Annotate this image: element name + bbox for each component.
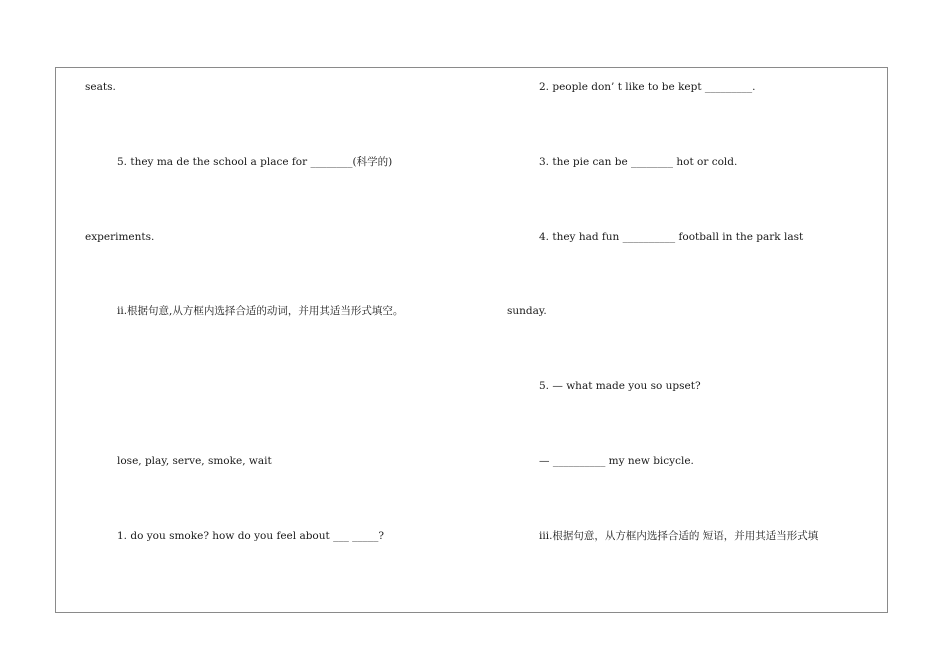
word-box-verbs: lose, play, serve, smoke, wait (117, 455, 272, 467)
text-line-sunday: sunday. (507, 305, 547, 317)
question-3-pie: 3. the pie can be ________ hot or cold. (539, 156, 738, 168)
question-5-scientific: 5. they ma de the school a place for ________(科学的) (117, 156, 393, 168)
text-line-experiments: experiments. (85, 231, 155, 243)
question-5-upset: 5. — what made you so upset? (539, 380, 701, 392)
section-iii-instruction: ⅲ.根据句意，从方框内选择合适的 短语，并用其适当形式填 (539, 530, 819, 542)
text-line-seats: seats. (85, 81, 116, 93)
question-2-kept: 2. people don’ t like to be kept _________. (539, 81, 756, 93)
section-ii-instruction: ⅱ.根据句意,从方框内选择合适的动词，并用其适当形式填空。 (117, 305, 404, 317)
answer-line-bicycle: — __________ my new bicycle. (539, 455, 694, 467)
question-1-smoke: 1. do you smoke? how do you feel about ___ _____? (117, 530, 385, 542)
question-4-football: 4. they had fun __________ football in the park last (539, 231, 804, 243)
